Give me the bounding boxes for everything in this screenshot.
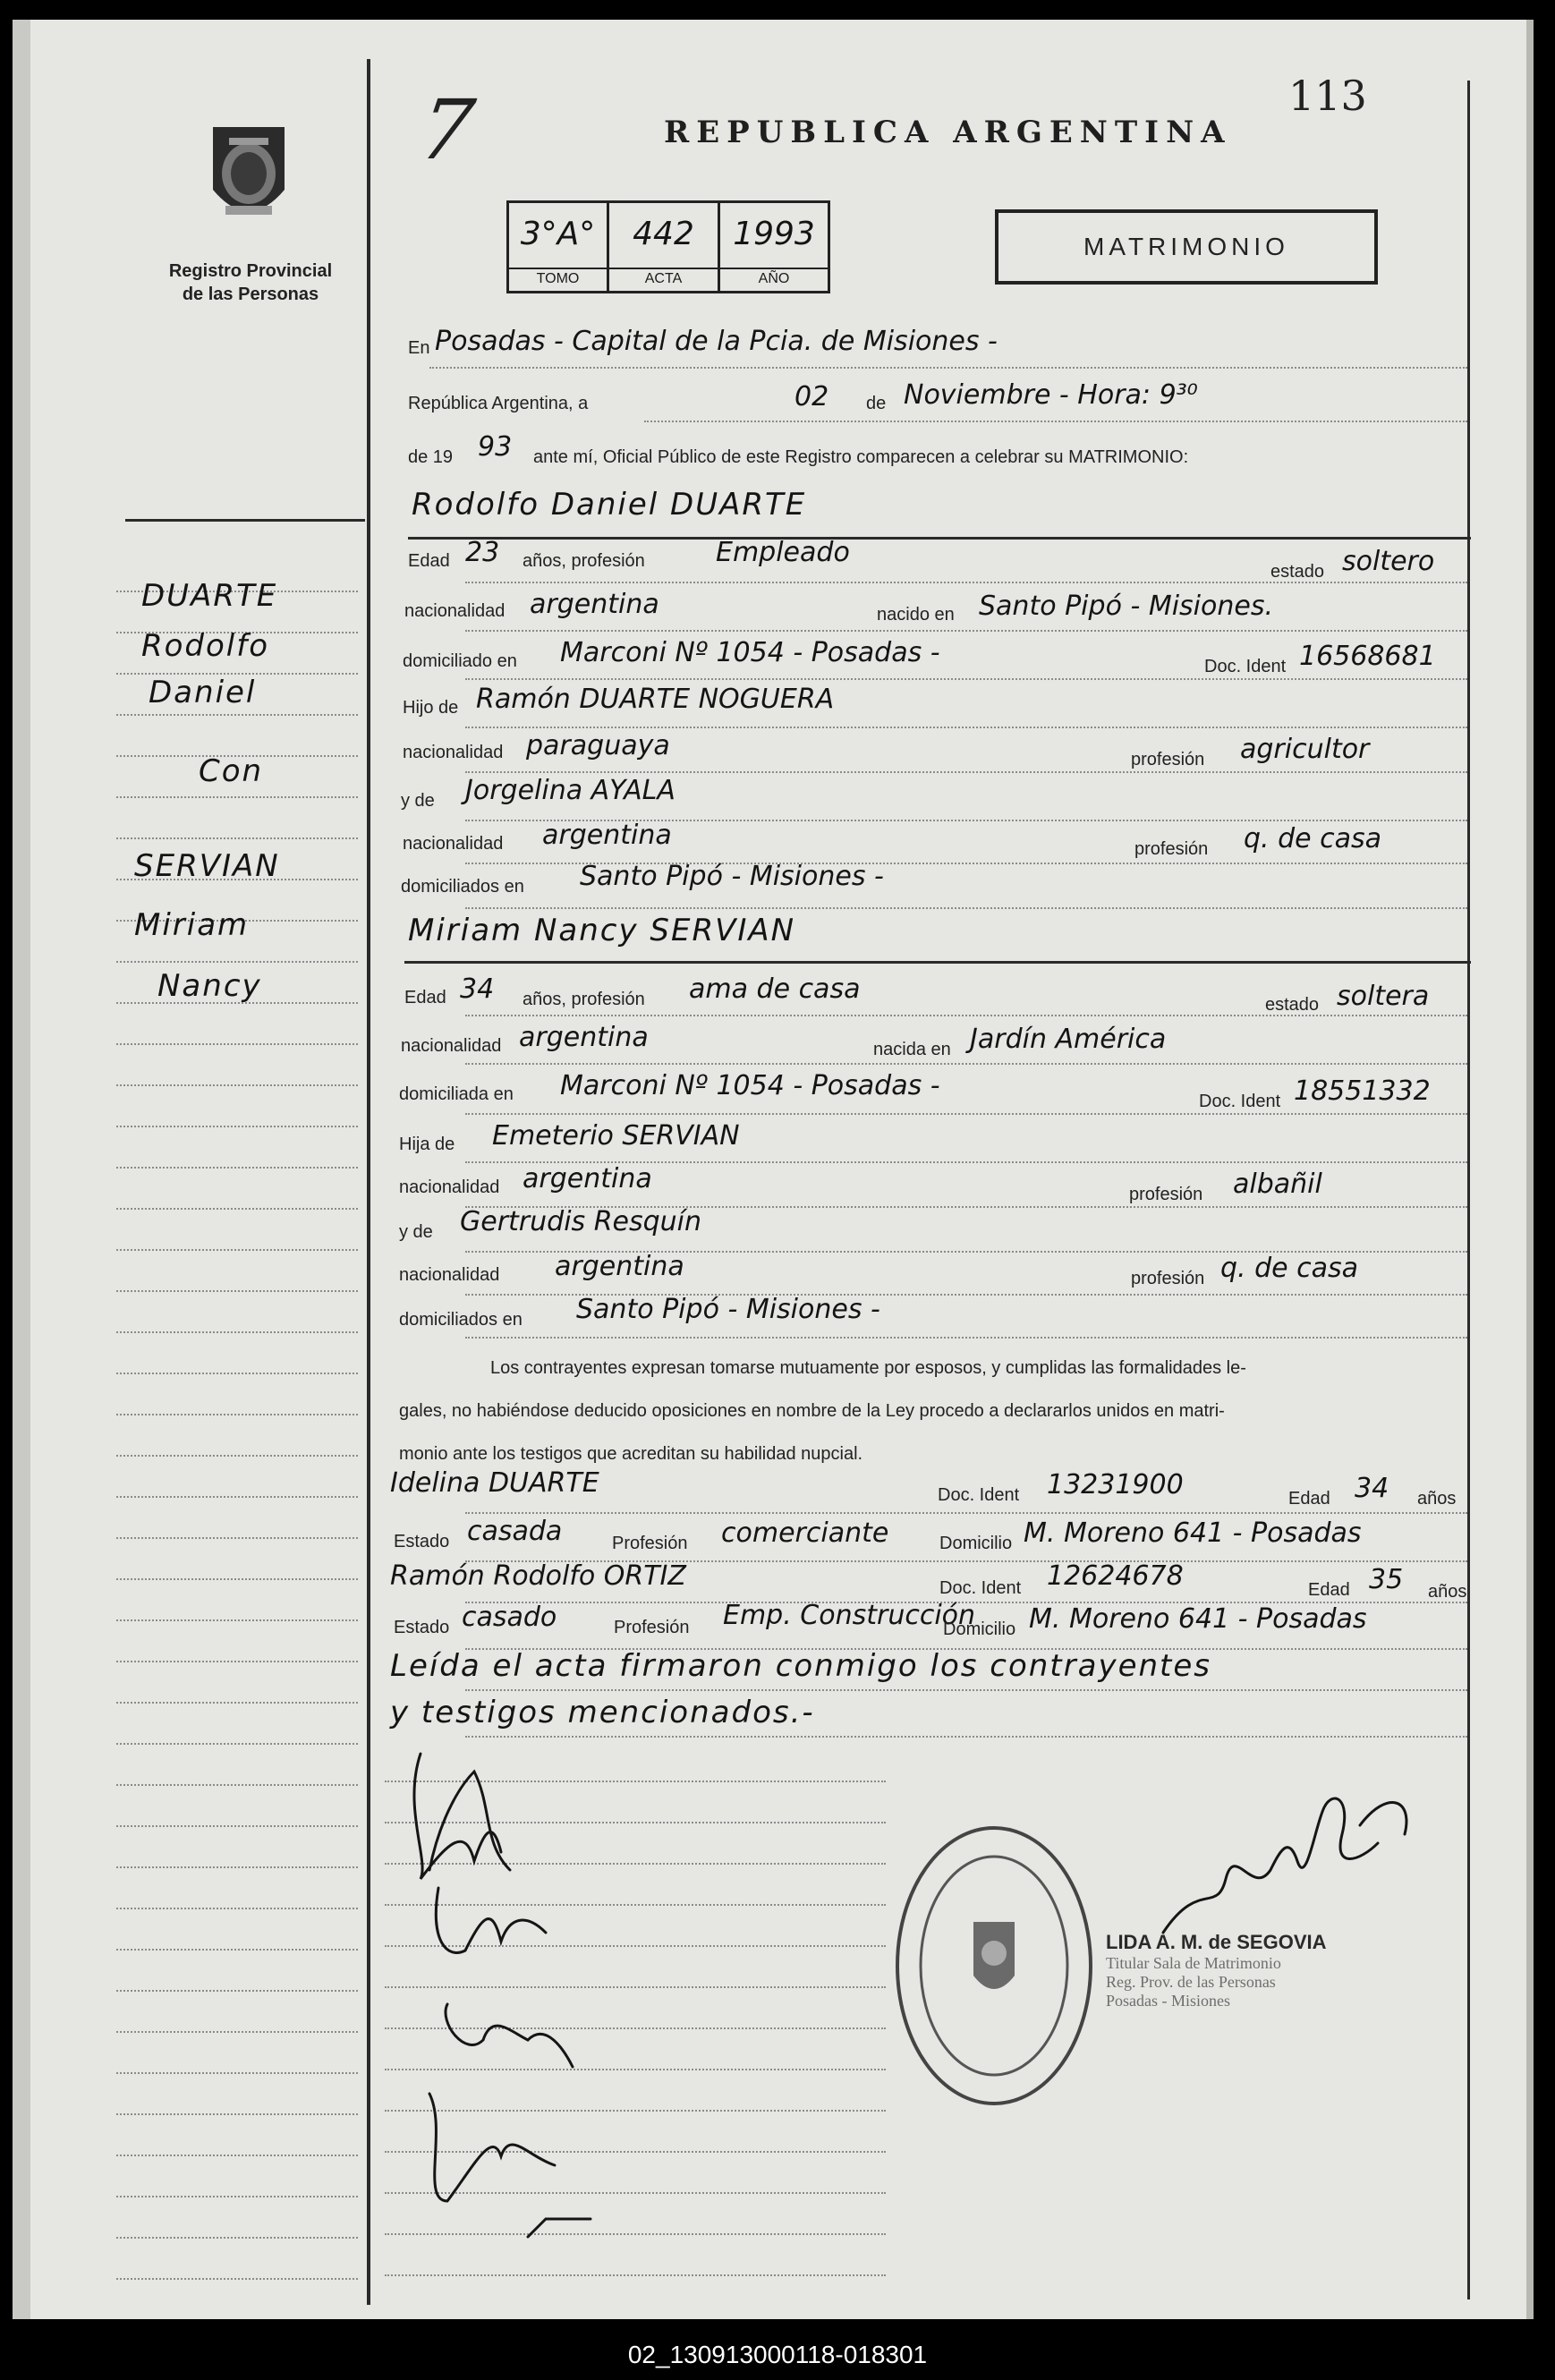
witness2-name: Ramón Rodolfo ORTIZ <box>390 1560 686 1592</box>
bride-father-profession: albañil <box>1233 1169 1322 1200</box>
bride-full-name: Miriam Nancy SERVIAN <box>408 913 796 948</box>
margin-rule <box>116 796 358 798</box>
margin-rule <box>116 1414 358 1415</box>
margin-rule <box>116 1249 358 1251</box>
label: años, profesión <box>523 990 645 1009</box>
label: domiciliado en <box>403 651 517 671</box>
margin-rule <box>116 837 358 839</box>
label: y de <box>399 1222 433 1242</box>
margin-rule <box>116 2155 358 2156</box>
ano-label: AÑO <box>720 268 828 287</box>
label: profesión <box>1131 750 1205 769</box>
witness2-profession: Emp. Construcción <box>723 1600 976 1631</box>
label: Hijo de <box>403 698 459 718</box>
official-name: LIDA A. M. de SEGOVIA <box>1106 1931 1327 1953</box>
margin-rule <box>116 2031 358 2033</box>
margin-rule <box>116 2278 358 2280</box>
witness1-doc: 13231900 <box>1047 1469 1184 1500</box>
groom-mother: Jorgelina AYALA <box>465 775 676 806</box>
statement: ante mí, Oficial Público de este Registro comparecen a celebrar su MATRIMONIO: <box>533 447 1189 467</box>
body-rule <box>465 907 1467 909</box>
rule <box>429 367 1467 369</box>
closing-line2: y testigos mencionados.- <box>390 1695 815 1730</box>
record-id-box <box>506 200 830 293</box>
bride-estado: soltera <box>1337 981 1430 1012</box>
witness1-name: Idelina DUARTE <box>390 1467 599 1499</box>
label: domiciliada en <box>399 1084 514 1104</box>
label: Edad <box>1308 1580 1350 1600</box>
label: nacionalidad <box>399 1265 500 1285</box>
page-binding <box>13 20 30 2319</box>
year-prefix: de 19 <box>408 447 454 467</box>
label: nacionalidad <box>403 834 504 854</box>
margin-rule <box>116 1661 358 1662</box>
ano-cell <box>720 203 828 291</box>
acta-cell <box>609 203 720 291</box>
bride-address: Marconi Nº 1054 - Posadas - <box>560 1070 940 1101</box>
margin-rule <box>116 1537 358 1539</box>
label: Domicilio <box>943 1619 1016 1639</box>
body-rule <box>465 727 1467 728</box>
official-title-3: Posadas - Misiones <box>1106 1992 1230 2010</box>
official-title-1: Titular Sala de Matrimonio <box>1106 1954 1281 1972</box>
label: años <box>1428 1582 1467 1602</box>
groom-nationality: argentina <box>530 589 659 620</box>
margin-rule <box>116 961 358 963</box>
witness1-address: M. Moreno 641 - Posadas <box>1024 1517 1362 1549</box>
groom-birthplace: Santo Pipó - Misiones. <box>979 591 1273 622</box>
label: nacionalidad <box>399 1177 500 1197</box>
bride-nationality: argentina <box>519 1022 649 1053</box>
margin-rule <box>116 1043 358 1045</box>
witness1-profession: comerciante <box>721 1517 889 1549</box>
registry-name <box>134 259 367 306</box>
groom-profession: Empleado <box>716 537 850 568</box>
margin-name-groom-1: Rodolfo <box>141 628 270 664</box>
label: domiciliados en <box>401 877 524 897</box>
tomo-value: 3°A° <box>520 216 596 252</box>
margin-name-groom-2: Daniel <box>149 675 257 710</box>
bride-mother: Gertrudis Resquín <box>460 1206 702 1237</box>
label: domiciliados en <box>399 1310 523 1330</box>
label: Estado <box>394 1618 450 1637</box>
body-rule <box>465 1689 1467 1691</box>
coat-of-arms-seal <box>204 118 293 233</box>
margin-rule <box>116 1331 358 1333</box>
label: profesión <box>1129 1185 1203 1204</box>
label: nacido en <box>877 605 955 625</box>
month-time-value: Noviembre - Hora: 9³⁰ <box>904 379 1198 411</box>
groom-mother-nationality: argentina <box>542 820 672 851</box>
margin-rule <box>116 1578 358 1580</box>
margin-name-bride-2: Nancy <box>157 968 262 1004</box>
groom-father: Ramón DUARTE NOGUERA <box>476 684 835 715</box>
bride-mother-nationality: argentina <box>555 1251 684 1282</box>
folio-number: 113 <box>1288 72 1367 120</box>
margin-rule <box>116 1908 358 1909</box>
en-label: En <box>408 338 430 358</box>
groom-estado: soltero <box>1342 546 1435 577</box>
country-title: REPUBLICA ARGENTINA <box>664 115 1232 150</box>
label: Edad <box>408 551 450 571</box>
margin-rule <box>116 1949 358 1951</box>
label: nacionalidad <box>403 743 504 762</box>
groom-age: 23 <box>465 537 500 568</box>
declaration-line2: gales, no habiéndose deducido oposiciones en nombre de la Ley procedo a declararlos unidos en matri- <box>399 1401 1225 1421</box>
groom-parents-address: Santo Pipó - Misiones - <box>580 861 884 892</box>
margin-rule <box>116 1990 358 1992</box>
label: estado <box>1270 562 1325 582</box>
tomo-label: TOMO <box>509 268 607 287</box>
acta-value: 442 <box>633 216 694 252</box>
signatures <box>394 1736 608 2255</box>
label: y de <box>401 791 435 811</box>
label: Profesión <box>614 1618 690 1637</box>
body-rule <box>465 1736 1467 1738</box>
groom-full-name: Rodolfo Daniel DUARTE <box>412 487 807 523</box>
label: años, profesión <box>523 551 645 571</box>
bride-mother-profession: q. de casa <box>1220 1253 1359 1284</box>
record-type-box: MATRIMONIO <box>995 209 1378 285</box>
margin-rule <box>116 1290 358 1292</box>
registry-line2: de las Personas <box>182 285 319 304</box>
margin-rule <box>116 1496 358 1498</box>
body-rule <box>465 1337 1467 1339</box>
body-rule <box>465 678 1467 680</box>
margin-rule <box>116 2072 358 2074</box>
body-rule <box>385 2274 886 2276</box>
label: Domicilio <box>939 1534 1013 1553</box>
margin-rule <box>116 1084 358 1086</box>
margin-surname-bride: SERVIAN <box>134 848 280 884</box>
bride-father: Emeterio SERVIAN <box>492 1120 740 1152</box>
label: años <box>1417 1489 1457 1509</box>
tomo-cell <box>509 203 609 291</box>
margin-rule <box>116 1619 358 1621</box>
groom-father-profession: agricultor <box>1240 734 1370 765</box>
label: Hija de <box>399 1135 455 1154</box>
margin-rule <box>116 2237 358 2239</box>
label: Doc. Ident <box>939 1578 1022 1598</box>
label: estado <box>1265 995 1320 1015</box>
groom-father-nationality: paraguaya <box>526 730 670 761</box>
margin-name-bride-1: Miriam <box>134 907 250 943</box>
bride-parents-address: Santo Pipó - Misiones - <box>576 1294 880 1325</box>
label: nacionalidad <box>404 601 506 621</box>
label: profesión <box>1134 839 1209 859</box>
label: nacida en <box>873 1040 951 1059</box>
body-rule <box>465 630 1467 632</box>
label: Edad <box>404 988 446 1007</box>
margin-rule <box>116 714 358 716</box>
groom-doc: 16568681 <box>1299 641 1436 672</box>
year-suffix: 93 <box>478 431 513 463</box>
margin-rule <box>116 1455 358 1457</box>
margin-rule <box>116 1743 358 1745</box>
section-divider <box>404 961 1471 964</box>
margin-surname-groom: DUARTE <box>141 578 278 614</box>
margin-rule <box>116 1784 358 1786</box>
ano-value: 1993 <box>733 216 815 252</box>
declaration-line1: Los contrayentes expresan tomarse mutuamente por esposos, y cumplidas las formalidades le- <box>490 1358 1246 1378</box>
label: Doc. Ident <box>938 1485 1020 1505</box>
label: nacionalidad <box>401 1036 502 1056</box>
margin-rule-solid <box>125 519 365 522</box>
closing-line1: Leída el acta firmaron conmigo los contrayentes <box>390 1648 1212 1684</box>
witness2-address: M. Moreno 641 - Posadas <box>1029 1603 1367 1635</box>
witness2-doc: 12624678 <box>1047 1560 1184 1592</box>
body-rule <box>465 771 1467 773</box>
margin-rule <box>116 1167 358 1169</box>
body-rule <box>465 1512 1467 1514</box>
witness1-age: 34 <box>1355 1473 1389 1504</box>
official-title-2: Reg. Prov. de las Personas <box>1106 1973 1276 1991</box>
file-id: 02_130913000118-018301 <box>627 2341 928 2368</box>
witness2-age: 35 <box>1369 1564 1404 1595</box>
bride-birthplace: Jardín América <box>970 1024 1167 1055</box>
margin-rule <box>116 1373 358 1374</box>
acta-label: ACTA <box>609 268 718 287</box>
republica-label: República Argentina, a <box>408 394 589 413</box>
margin-rule <box>116 1825 358 1827</box>
groom-address: Marconi Nº 1054 - Posadas - <box>560 637 940 668</box>
groom-mother-profession: q. de casa <box>1244 823 1382 854</box>
margin-divider <box>367 59 370 2305</box>
official-signature-block <box>1106 1931 1327 2010</box>
margin-rule <box>116 1866 358 1868</box>
place-value: Posadas - Capital de la Pcia. de Misiones - <box>435 326 998 357</box>
margin-rule <box>116 2113 358 2115</box>
official-signature <box>1145 1772 1432 1951</box>
bride-profession: ama de casa <box>689 973 861 1005</box>
official-stamp <box>893 1823 1095 2108</box>
label: Doc. Ident <box>1199 1092 1281 1111</box>
margin-rule <box>116 1208 358 1210</box>
label: profesión <box>1131 1269 1205 1288</box>
handwritten-number: 7 <box>413 82 480 178</box>
body-rule <box>465 1113 1467 1115</box>
label: Profesión <box>612 1534 688 1553</box>
label: Estado <box>394 1532 450 1551</box>
declaration-line3: monio ante los testigos que acreditan su habilidad nupcial. <box>399 1444 863 1464</box>
margin-connector: Con <box>199 753 264 789</box>
witness2-estado: casado <box>462 1602 557 1633</box>
section-divider <box>408 537 1471 540</box>
right-border <box>1467 81 1470 2299</box>
registry-line1: Registro Provincial <box>168 261 333 281</box>
rule <box>644 421 1467 422</box>
body-rule <box>465 1063 1467 1065</box>
page-edge <box>1526 20 1534 2319</box>
witness1-estado: casada <box>467 1516 563 1547</box>
margin-rule <box>116 1702 358 1704</box>
margin-rule <box>116 2196 358 2197</box>
bride-age: 34 <box>460 973 495 1005</box>
margin-rule <box>116 1126 358 1127</box>
bride-doc: 18551332 <box>1294 1075 1431 1107</box>
label: Edad <box>1288 1489 1330 1509</box>
label: Doc. Ident <box>1204 657 1287 676</box>
bride-father-nationality: argentina <box>523 1163 652 1194</box>
de-label: de <box>866 394 887 413</box>
day-value: 02 <box>794 381 829 412</box>
